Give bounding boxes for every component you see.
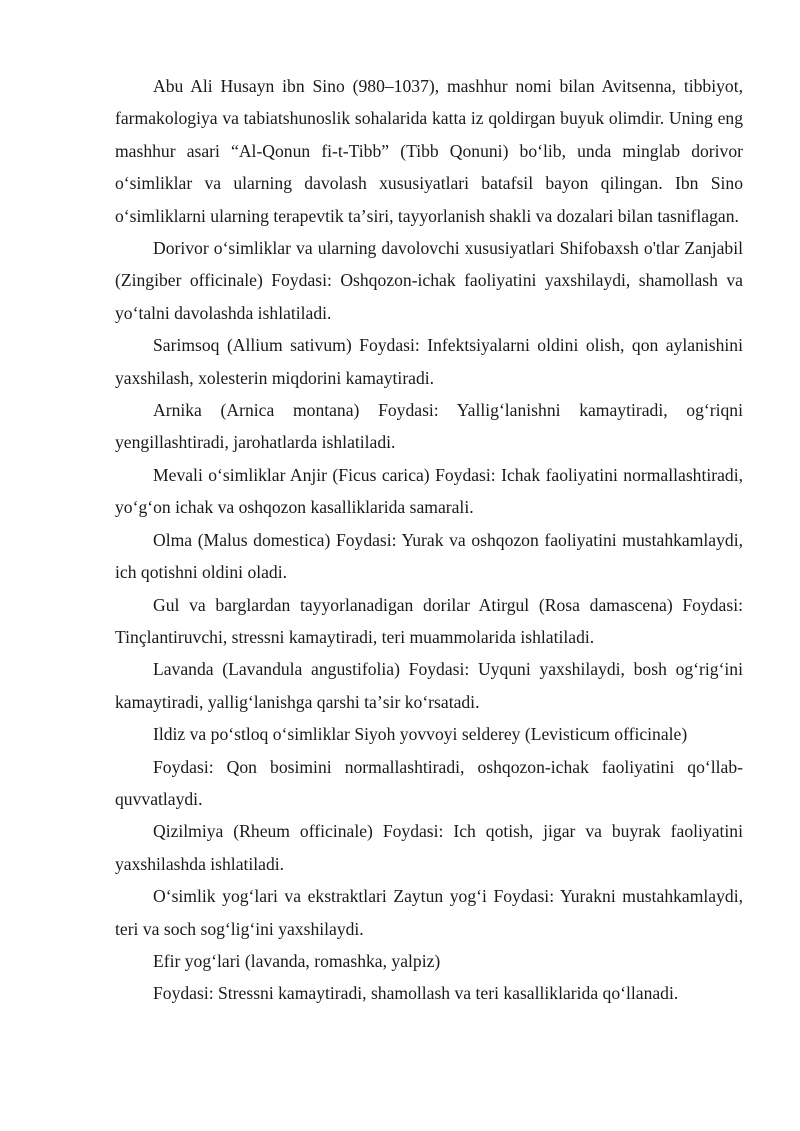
document-page: [115, 70, 743, 1010]
paragraph-lavanda: Lavanda (Lavandula angustifolia) Foydasi: Uyquni yaxshilaydi, bosh ogʻrigʻini kamaytiradi, yalligʻlanishga qarshi taʼsir koʻrsatadi.: [115, 659, 743, 712]
paragraph-ibn-sino-intro: Abu Ali Husayn ibn Sino (980–1037), mashhur nomi bilan Avitsenna, tibbiyot, farmakologiya va tabiatshunoslik sohalarida katta iz qoldirgan buyuk olimdir. Uning eng mashhur asari “Al-Qonun fi-t-Tibb” (Tibb Qonuni) boʻlib, unda minglab dorivor oʻsimliklar va ularning davolash xususiyatlari batafsil bayon qilingan. Ibn Sino oʻsimliklarni ularning terapevtik taʼsiri, tayyorlanish shakli va dozalari bilan tasniflagan.: [115, 76, 743, 226]
paragraph-qizilmiya: Qizilmiya (Rheum officinale) Foydasi: Ich qotish, jigar va buyrak faoliyatini yaxshilashda ishlatiladi.: [115, 821, 743, 874]
paragraph-zanjabil: Dorivor oʻsimliklar va ularning davolovchi xususiyatlari Shifobaxsh o'tlar Zanjabil (Zingiber officinale) Foydasi: Oshqozon-ichak faoliyatini yaxshilaydi, shamollash va yoʻtalni davolashda ishlatiladi.: [115, 238, 743, 323]
paragraph-sarimsoq: Sarimsoq (Allium sativum) Foydasi: Infektsiyalarni oldini olish, qon aylanishini yaxshilash, xolesterin miqdorini kamaytiradi.: [115, 335, 743, 388]
paragraph-atirgul: Gul va barglardan tayyorlanadigan dorilar Atirgul (Rosa damascena) Foydasi: Tinçlantiruvchi, stressni kamaytiradi, teri muammolarida ishlatiladi.: [115, 594, 743, 647]
paragraph-selderey-benefits: Foydasi: Qon bosimini normallashtiradi, oshqozon-ichak faoliyatini qoʻllab-quvvatlaydi.: [115, 756, 743, 809]
paragraph-efir-benefits: Foydasi: Stressni kamaytiradi, shamollash va teri kasalliklarida qoʻllanadi.: [153, 983, 679, 1004]
paragraph-anjir: Mevali oʻsimliklar Anjir (Ficus carica) Foydasi: Ichak faoliyatini normallashtiradi, yoʻgʻon ichak va oshqozon kasalliklarida samarali.: [115, 464, 743, 518]
paragraph-zaytun: Oʻsimlik yogʻlari va ekstraktlari Zaytun yogʻi Foydasi: Yurakni mustahkamlaydi, teri va soch sogʻligʻini yaxshilaydi.: [115, 886, 743, 939]
paragraph-efir-yoglari: Efir yogʻlari (lavanda, romashka, yalpiz): [153, 950, 441, 971]
paragraph-olma: Olma (Malus domestica) Foydasi: Yurak va oshqozon faoliyatini mustahkamlaydi, ich qotishni oldini oladi.: [115, 529, 743, 583]
paragraph-selderey: Ildiz va poʻstloq oʻsimliklar Siyoh yovvoyi selderey (Levisticum officinale): [153, 724, 688, 745]
paragraph-arnika: Arnika (Arnica montana) Foydasi: Yalligʻlanishni kamaytiradi, ogʻriqni yengillashtiradi, jarohatlarda ishlatiladi.: [115, 400, 743, 453]
